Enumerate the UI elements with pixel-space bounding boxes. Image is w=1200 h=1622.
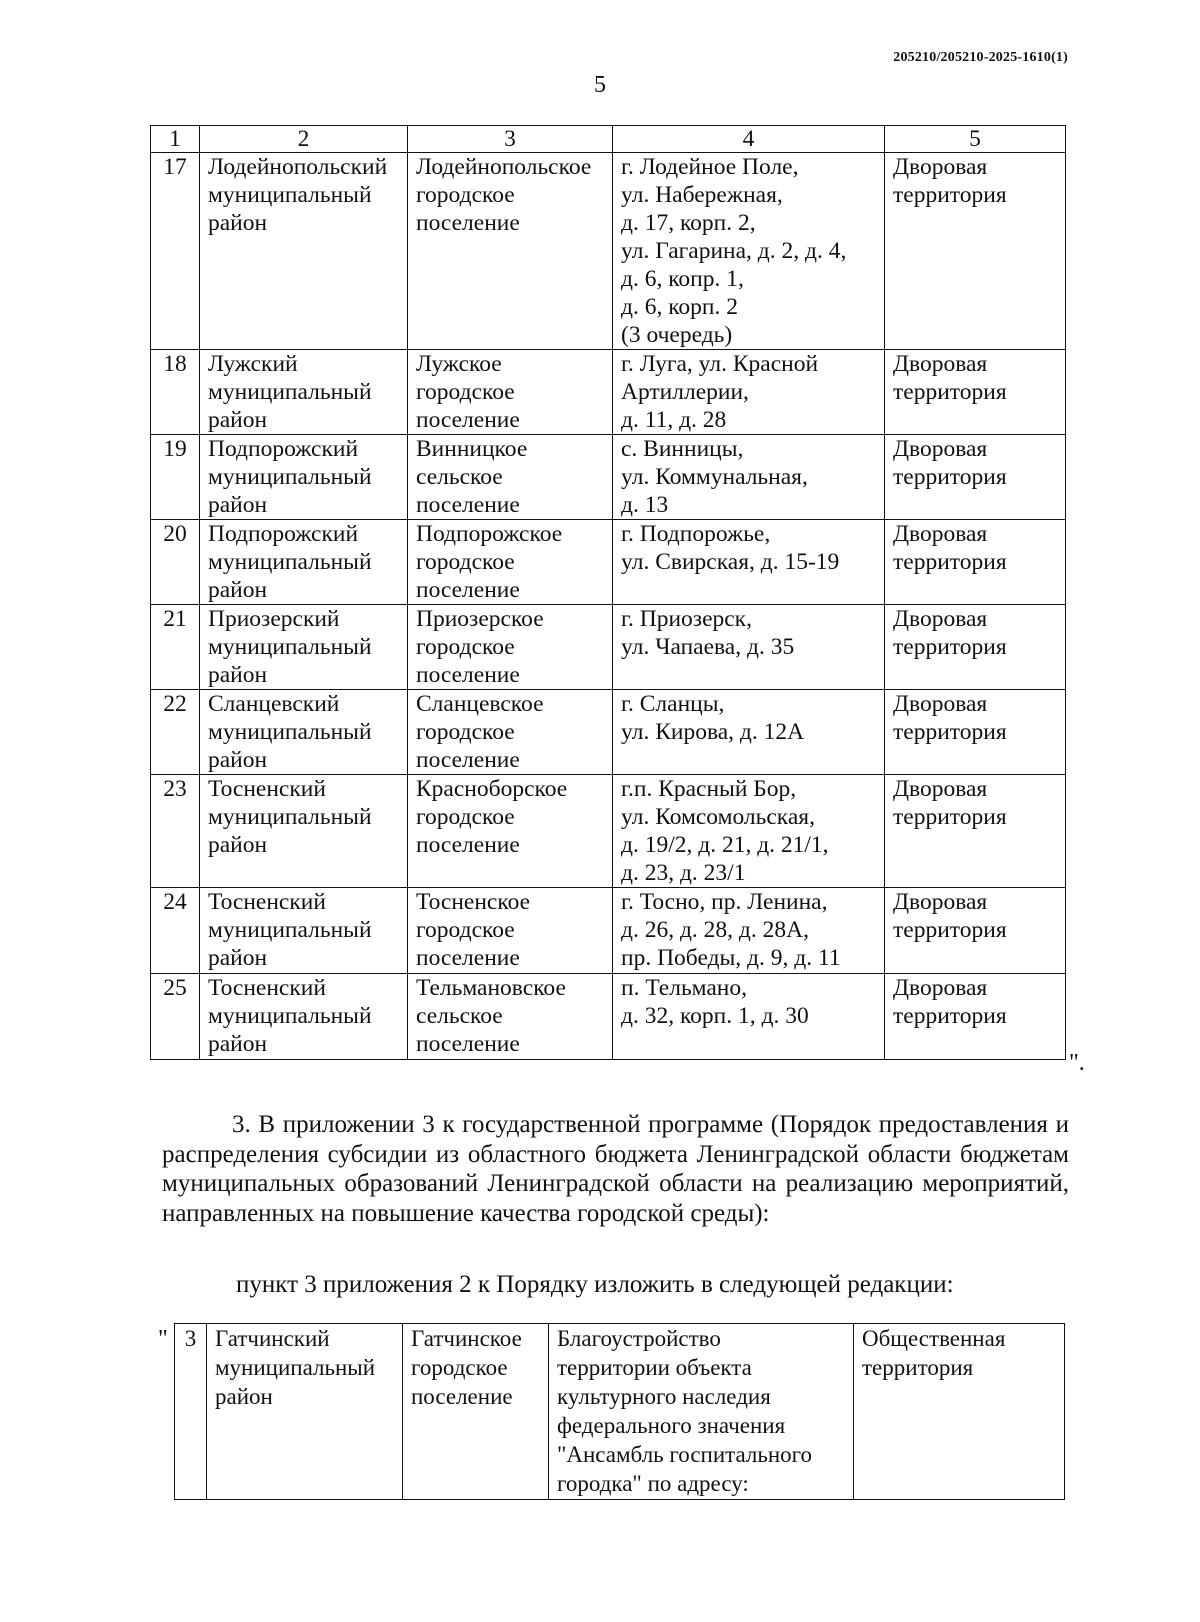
territory-type-cell: Дворовая территория	[885, 690, 1066, 775]
district-cell: Тосненский муниципальный район	[200, 974, 408, 1060]
settlement-cell: Приозерское городское поселение	[408, 605, 613, 690]
settlement-cell: Винницкое сельское поселение	[408, 435, 613, 520]
territory-type-cell: Дворовая территория	[885, 775, 1066, 888]
address-cell: п. Тельмано, д. 32, корп. 1, д. 30	[613, 974, 885, 1060]
table-header-row	[151, 126, 1066, 153]
table-row	[151, 690, 1066, 775]
settlement-cell: Красноборское городское поселение	[408, 775, 613, 888]
header-cell: 3	[408, 126, 613, 153]
settlement-cell: Подпорожское городское поселение	[408, 520, 613, 605]
row-number: 3	[175, 1324, 207, 1500]
description-cell: Благоустройство территории объекта культурного наследия федерального значения "Ансамбль госпитального городка" по адресу:	[549, 1324, 854, 1500]
row-number: 18	[151, 350, 200, 435]
district-cell: Тосненский муниципальный район	[200, 775, 408, 888]
territory-type-cell: Дворовая территория	[885, 350, 1066, 435]
page-number: 5	[594, 72, 606, 98]
address-cell: г. Подпорожье, ул. Свирская, д. 15-19	[613, 520, 885, 605]
district-cell: Подпорожский муниципальный район	[200, 435, 408, 520]
table-row	[151, 435, 1066, 520]
table-row	[151, 520, 1066, 605]
settlement-cell: Тельмановское сельское поселение	[408, 974, 613, 1060]
settlement-cell: Тосненское городское поселение	[408, 888, 613, 974]
opening-quote: "	[158, 1326, 168, 1352]
settlement-cell: Лодейнопольское городское поселение	[408, 153, 613, 350]
table-row	[151, 974, 1066, 1060]
territory-type-cell: Общественная территория	[854, 1324, 1065, 1500]
table-row	[151, 605, 1066, 690]
territory-type-cell: Дворовая территория	[885, 153, 1066, 350]
territory-type-cell: Дворовая территория	[885, 974, 1066, 1060]
row-number: 19	[151, 435, 200, 520]
row-number: 24	[151, 888, 200, 974]
table-row	[151, 153, 1066, 350]
header-cell: 4	[613, 126, 885, 153]
amendment-instruction: пункт 3 приложения 2 к Порядку изложить в следующей редакции:	[236, 1271, 954, 1298]
row-number: 17	[151, 153, 200, 350]
district-cell: Тосненский муниципальный район	[200, 888, 408, 974]
address-cell: г. Тосно, пр. Ленина, д. 26, д. 28, д. 28А, пр. Победы, д. 9, д. 11	[613, 888, 885, 974]
address-cell: г. Луга, ул. Красной Артиллерии, д. 11, д. 28	[613, 350, 885, 435]
header-cell: 1	[151, 126, 200, 153]
document-id: 205210/205210-2025-1610(1)	[893, 50, 1068, 65]
district-cell: Сланцевский муниципальный район	[200, 690, 408, 775]
address-cell: г. Приозерск, ул. Чапаева, д. 35	[613, 605, 885, 690]
settlement-cell: Гатчинское городское поселение	[403, 1324, 549, 1500]
table-row	[151, 350, 1066, 435]
table-row	[151, 775, 1066, 888]
address-cell: г. Сланцы, ул. Кирова, д. 12А	[613, 690, 885, 775]
objects-table	[150, 125, 1066, 1060]
address-cell: г. Лодейное Поле, ул. Набережная, д. 17, корп. 2, ул. Гагарина, д. 2, д. 4, д. 6, копр. 1, д. 6, корп. 2 (3 очередь)	[613, 153, 885, 350]
territory-type-cell: Дворовая территория	[885, 435, 1066, 520]
district-cell: Приозерский муниципальный район	[200, 605, 408, 690]
district-cell: Лужский муниципальный район	[200, 350, 408, 435]
closing-quote: ".	[1069, 1050, 1085, 1076]
amendment-table	[174, 1323, 1065, 1500]
settlement-cell: Сланцевское городское поселение	[408, 690, 613, 775]
address-cell: с. Винницы, ул. Коммунальная, д. 13	[613, 435, 885, 520]
row-number: 25	[151, 974, 200, 1060]
row-number: 23	[151, 775, 200, 888]
amendment-paragraph: 3. В приложении 3 к государственной программе (Порядок предоставления и распределения субсидии из областного бюджета Ленинградской области бюджетам муниципальных образований Ленинградской области на реализацию мероприятий, направленных на повышение качества городской среды):	[162, 1111, 1069, 1227]
table-row	[175, 1324, 1065, 1500]
address-cell: г.п. Красный Бор, ул. Комсомольская, д. 19/2, д. 21, д. 21/1, д. 23, д. 23/1	[613, 775, 885, 888]
row-number: 22	[151, 690, 200, 775]
header-cell: 2	[200, 126, 408, 153]
district-cell: Лодейнопольский муниципальный район	[200, 153, 408, 350]
row-number: 20	[151, 520, 200, 605]
district-cell: Гатчинский муниципальный район	[207, 1324, 403, 1500]
territory-type-cell: Дворовая территория	[885, 605, 1066, 690]
territory-type-cell: Дворовая территория	[885, 520, 1066, 605]
header-cell: 5	[885, 126, 1066, 153]
row-number: 21	[151, 605, 200, 690]
territory-type-cell: Дворовая территория	[885, 888, 1066, 974]
table-row	[151, 888, 1066, 974]
district-cell: Подпорожский муниципальный район	[200, 520, 408, 605]
settlement-cell: Лужское городское поселение	[408, 350, 613, 435]
